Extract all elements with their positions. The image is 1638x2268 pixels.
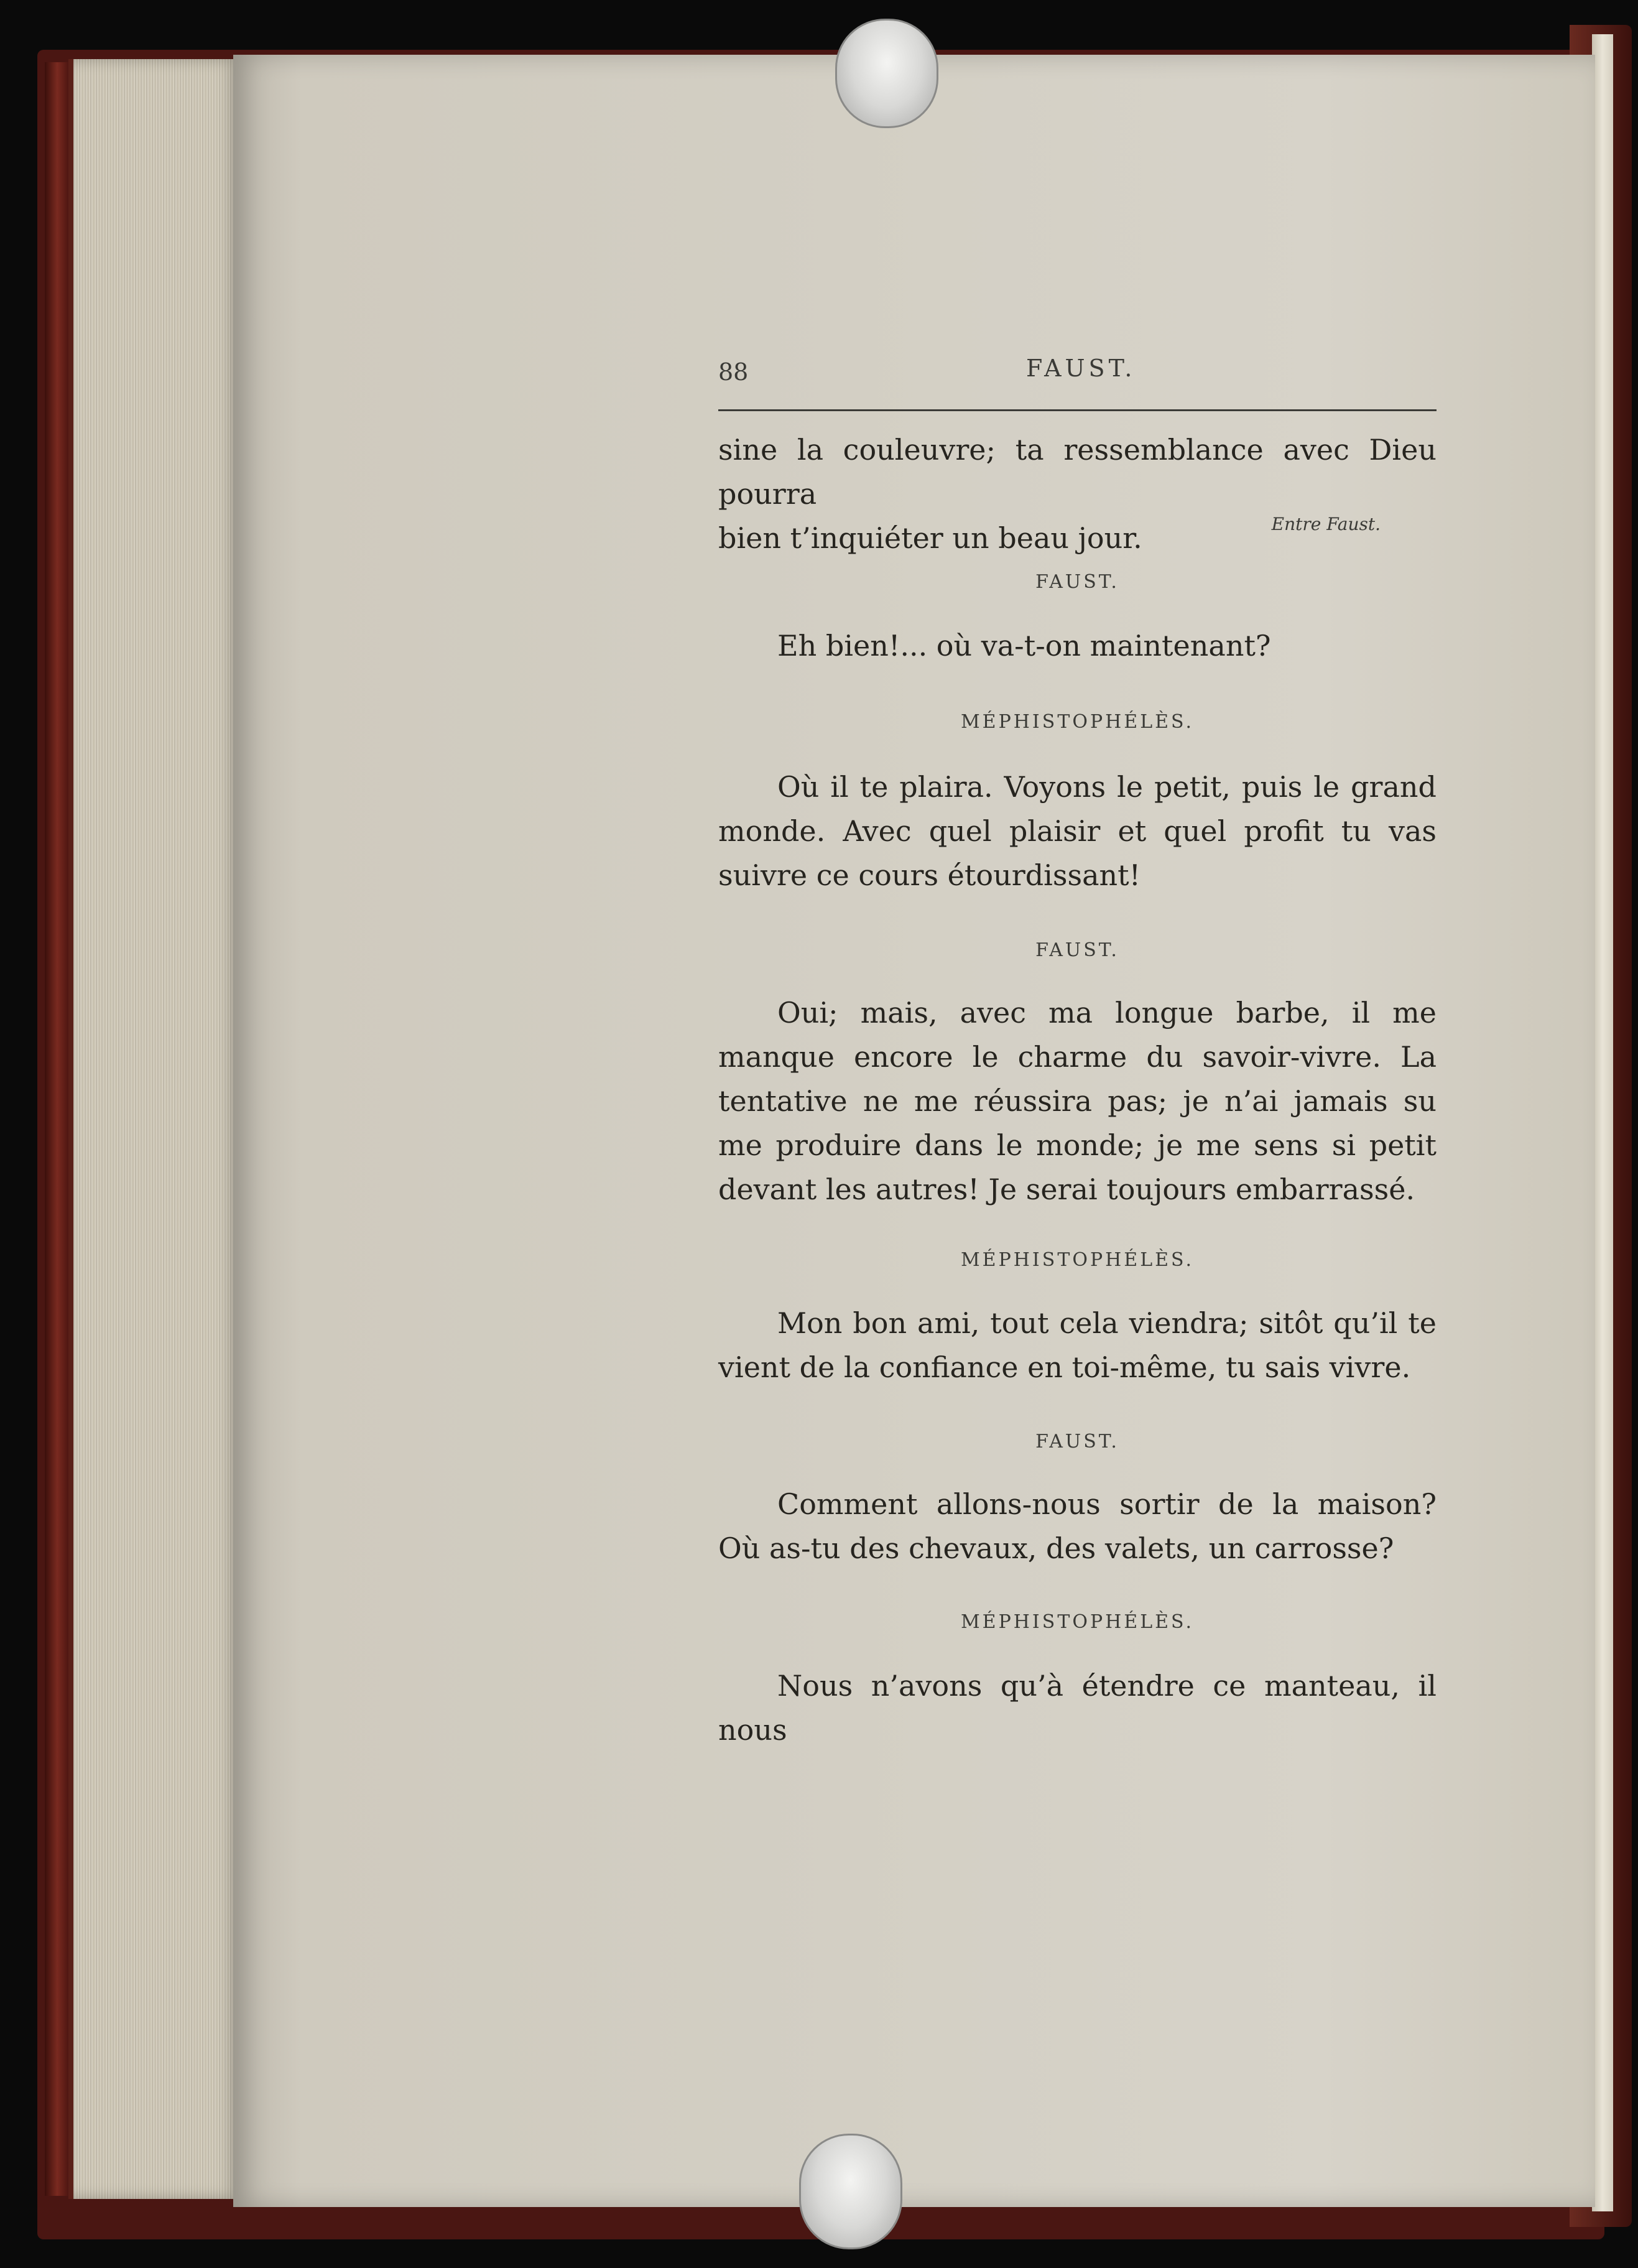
dialogue-text: Oui; mais, avec ma longue barbe, il me manque encore le charme du savoir-vivre. La tentative ne me réussira pas; je n’ai jamais su me produire dans le monde; je me sens si petit devant les autres! Je serai toujours embarrassé.	[718, 996, 1437, 1206]
dialogue-text: Mon bon ami, tout cela viendra; sitôt qu’il te vient de la confiance en toi-même, tu sais vivre.	[718, 1306, 1437, 1384]
stage-direction: Entre Faust.	[1271, 514, 1381, 534]
dialogue-text: Comment allons-nous sortir de la maison? Où as-tu des chevaux, des valets, un carrosse?	[718, 1487, 1437, 1565]
speaker-label: MÉPHISTOPHÉLÈS.	[960, 1611, 1195, 1633]
speaker-label: MÉPHISTOPHÉLÈS.	[960, 1249, 1195, 1271]
running-title: FAUST.	[1026, 355, 1136, 382]
dialogue-text: Où il te plaira. Voyons le petit, puis le grand monde. Avec quel plaisir et quel profit tu vas suivre ce cours étourdissant!	[718, 770, 1437, 892]
page-clip-top	[835, 19, 938, 128]
text-line: bien t’inquiéter un beau jour.	[718, 521, 1142, 555]
dialogue-paragraph	[718, 1301, 1437, 1390]
paragraph-continuation	[718, 428, 1437, 560]
book-spine-edge	[45, 62, 70, 2196]
dialogue-text: Nous n’avons qu’à étendre ce manteau, il nous	[718, 1669, 1437, 1747]
dialogue-paragraph	[718, 1664, 1437, 1752]
page-stack-left	[68, 59, 241, 2199]
page-stack-right	[1592, 34, 1613, 2211]
dialogue-paragraph	[718, 624, 1437, 668]
speaker-label: FAUST.	[1035, 571, 1119, 593]
speaker-label: MÉPHISTOPHÉLÈS.	[960, 711, 1195, 733]
speaker-label: FAUST.	[1035, 939, 1119, 961]
dialogue-paragraph	[718, 1482, 1437, 1571]
speaker-label: FAUST.	[1035, 1431, 1119, 1452]
dialogue-paragraph	[718, 991, 1437, 1212]
text-line: sine la couleuvre; ta ressemblance avec Dieu pourra	[718, 433, 1437, 511]
page-header	[718, 353, 1437, 411]
page-clip-bottom	[799, 2134, 902, 2249]
page-number: 88	[718, 358, 749, 386]
dialogue-paragraph	[718, 765, 1437, 898]
dialogue-text: Eh bien!... où va-t-on maintenant?	[777, 629, 1271, 662]
